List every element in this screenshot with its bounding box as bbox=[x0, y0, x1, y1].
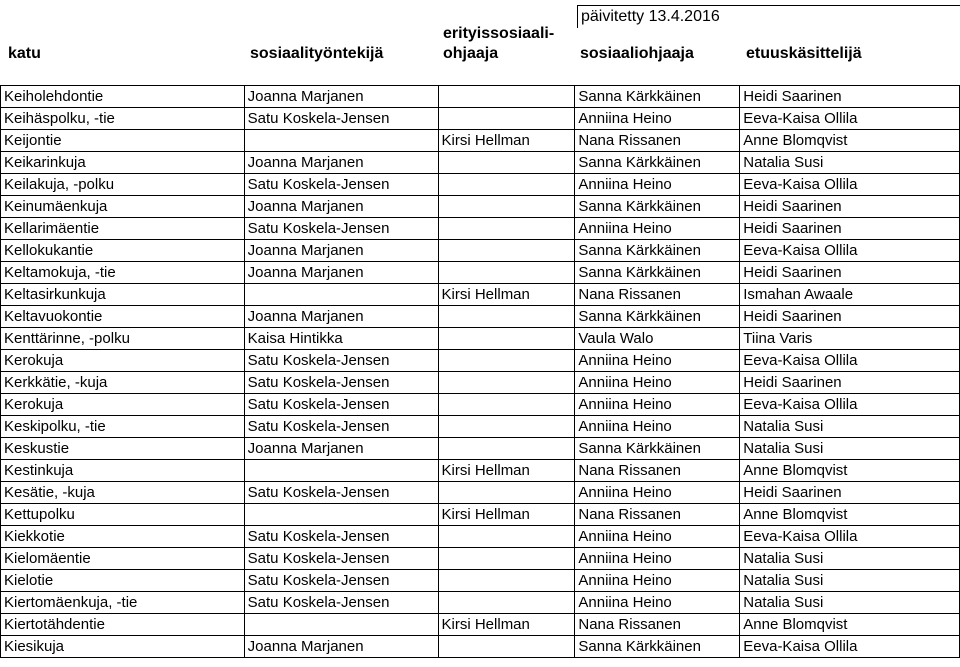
social-advisor-cell: Anniina Heino bbox=[575, 482, 740, 504]
social-worker-cell: Satu Koskela-Jensen bbox=[244, 372, 438, 394]
street-table bbox=[0, 85, 960, 658]
social-worker-cell: Satu Koskela-Jensen bbox=[244, 174, 438, 196]
table-row bbox=[1, 108, 960, 130]
social-worker-cell: Joanna Marjanen bbox=[244, 306, 438, 328]
special-advisor-cell: Kirsi Hellman bbox=[438, 460, 575, 482]
header-etuuskasittelija: etuuskäsittelijä bbox=[746, 45, 862, 62]
social-worker-cell bbox=[244, 284, 438, 306]
street-cell: Kenttärinne, -polku bbox=[1, 328, 245, 350]
table-header bbox=[0, 0, 960, 85]
social-advisor-cell: Anniina Heino bbox=[575, 174, 740, 196]
special-advisor-cell bbox=[438, 372, 575, 394]
social-advisor-cell: Sanna Kärkkäinen bbox=[575, 86, 740, 108]
table-row bbox=[1, 504, 960, 526]
social-advisor-cell: Anniina Heino bbox=[575, 108, 740, 130]
social-advisor-cell: Nana Rissanen bbox=[575, 284, 740, 306]
street-cell: Keiholehdontie bbox=[1, 86, 245, 108]
social-worker-cell: Satu Koskela-Jensen bbox=[244, 350, 438, 372]
social-advisor-cell: Sanna Kärkkäinen bbox=[575, 240, 740, 262]
social-advisor-cell: Sanna Kärkkäinen bbox=[575, 636, 740, 658]
special-advisor-cell bbox=[438, 592, 575, 614]
benefit-handler-cell: Natalia Susi bbox=[740, 592, 960, 614]
table-row bbox=[1, 482, 960, 504]
social-worker-cell: Joanna Marjanen bbox=[244, 196, 438, 218]
social-advisor-cell: Sanna Kärkkäinen bbox=[575, 438, 740, 460]
table-row bbox=[1, 614, 960, 636]
street-cell: Kettupolku bbox=[1, 504, 245, 526]
social-worker-cell: Satu Koskela-Jensen bbox=[244, 548, 438, 570]
social-advisor-cell: Anniina Heino bbox=[575, 218, 740, 240]
street-cell: Kiekkotie bbox=[1, 526, 245, 548]
special-advisor-cell bbox=[438, 108, 575, 130]
table-row bbox=[1, 394, 960, 416]
header-katu: katu bbox=[8, 45, 41, 62]
social-worker-cell: Joanna Marjanen bbox=[244, 240, 438, 262]
table-row bbox=[1, 262, 960, 284]
benefit-handler-cell: Anne Blomqvist bbox=[740, 460, 960, 482]
header-erityissosiaaliohjaaja-line1: erityissosiaali- bbox=[443, 25, 555, 42]
street-cell: Keltavuokontie bbox=[1, 306, 245, 328]
social-worker-cell: Satu Koskela-Jensen bbox=[244, 218, 438, 240]
table-row bbox=[1, 152, 960, 174]
street-cell: Kiesikuja bbox=[1, 636, 245, 658]
special-advisor-cell bbox=[438, 350, 575, 372]
benefit-handler-cell: Eeva-Kaisa Ollila bbox=[740, 174, 960, 196]
special-advisor-cell bbox=[438, 262, 575, 284]
benefit-handler-cell: Heidi Saarinen bbox=[740, 86, 960, 108]
social-worker-cell: Joanna Marjanen bbox=[244, 262, 438, 284]
benefit-handler-cell: Eeva-Kaisa Ollila bbox=[740, 350, 960, 372]
social-advisor-cell: Anniina Heino bbox=[575, 526, 740, 548]
table-row bbox=[1, 416, 960, 438]
table-row bbox=[1, 306, 960, 328]
benefit-handler-cell: Natalia Susi bbox=[740, 416, 960, 438]
table-row bbox=[1, 218, 960, 240]
social-advisor-cell: Nana Rissanen bbox=[575, 504, 740, 526]
social-advisor-cell: Anniina Heino bbox=[575, 394, 740, 416]
header-erityissosiaaliohjaaja-line2: ohjaaja bbox=[443, 45, 499, 62]
benefit-handler-cell: Eeva-Kaisa Ollila bbox=[740, 394, 960, 416]
special-advisor-cell: Kirsi Hellman bbox=[438, 504, 575, 526]
social-worker-cell bbox=[244, 460, 438, 482]
table-row bbox=[1, 284, 960, 306]
special-advisor-cell bbox=[438, 548, 575, 570]
street-cell: Kielomäentie bbox=[1, 548, 245, 570]
street-cell: Kielotie bbox=[1, 570, 245, 592]
street-cell: Keikarinkuja bbox=[1, 152, 245, 174]
social-worker-cell: Satu Koskela-Jensen bbox=[244, 526, 438, 548]
table-row bbox=[1, 570, 960, 592]
benefit-handler-cell: Natalia Susi bbox=[740, 570, 960, 592]
social-advisor-cell: Anniina Heino bbox=[575, 416, 740, 438]
special-advisor-cell bbox=[438, 636, 575, 658]
special-advisor-cell bbox=[438, 526, 575, 548]
street-cell: Kerokuja bbox=[1, 350, 245, 372]
street-cell: Kellarimäentie bbox=[1, 218, 245, 240]
social-advisor-cell: Nana Rissanen bbox=[575, 130, 740, 152]
benefit-handler-cell: Heidi Saarinen bbox=[740, 306, 960, 328]
social-advisor-cell: Anniina Heino bbox=[575, 350, 740, 372]
street-cell: Keinumäenkuja bbox=[1, 196, 245, 218]
street-table-body bbox=[1, 86, 960, 658]
social-worker-cell: Kaisa Hintikka bbox=[244, 328, 438, 350]
social-worker-cell: Satu Koskela-Jensen bbox=[244, 394, 438, 416]
social-worker-cell: Joanna Marjanen bbox=[244, 636, 438, 658]
social-worker-cell bbox=[244, 614, 438, 636]
street-cell: Kestinkuja bbox=[1, 460, 245, 482]
street-cell: Keskustie bbox=[1, 438, 245, 460]
special-advisor-cell bbox=[438, 328, 575, 350]
benefit-handler-cell: Heidi Saarinen bbox=[740, 372, 960, 394]
benefit-handler-cell: Heidi Saarinen bbox=[740, 262, 960, 284]
street-cell: Keltasirkunkuja bbox=[1, 284, 245, 306]
street-cell: Keijontie bbox=[1, 130, 245, 152]
benefit-handler-cell: Natalia Susi bbox=[740, 152, 960, 174]
special-advisor-cell bbox=[438, 438, 575, 460]
street-cell: Kerkkätie, -kuja bbox=[1, 372, 245, 394]
special-advisor-cell bbox=[438, 570, 575, 592]
table-row bbox=[1, 636, 960, 658]
table-row bbox=[1, 548, 960, 570]
street-cell: Kesätie, -kuja bbox=[1, 482, 245, 504]
social-advisor-cell: Anniina Heino bbox=[575, 372, 740, 394]
special-advisor-cell bbox=[438, 174, 575, 196]
table-row bbox=[1, 592, 960, 614]
table-row bbox=[1, 196, 960, 218]
social-worker-cell: Satu Koskela-Jensen bbox=[244, 570, 438, 592]
street-cell: Keskipolku, -tie bbox=[1, 416, 245, 438]
table-row bbox=[1, 174, 960, 196]
social-worker-cell: Satu Koskela-Jensen bbox=[244, 108, 438, 130]
benefit-handler-cell: Tiina Varis bbox=[740, 328, 960, 350]
benefit-handler-cell: Anne Blomqvist bbox=[740, 504, 960, 526]
social-advisor-cell: Anniina Heino bbox=[575, 570, 740, 592]
social-worker-cell: Satu Koskela-Jensen bbox=[244, 482, 438, 504]
benefit-handler-cell: Eeva-Kaisa Ollila bbox=[740, 240, 960, 262]
table-row bbox=[1, 350, 960, 372]
special-advisor-cell: Kirsi Hellman bbox=[438, 130, 575, 152]
special-advisor-cell bbox=[438, 416, 575, 438]
social-advisor-cell: Vaula Walo bbox=[575, 328, 740, 350]
social-advisor-cell: Nana Rissanen bbox=[575, 614, 740, 636]
benefit-handler-cell: Eeva-Kaisa Ollila bbox=[740, 636, 960, 658]
street-cell: Kiertotähdentie bbox=[1, 614, 245, 636]
benefit-handler-cell: Heidi Saarinen bbox=[740, 196, 960, 218]
benefit-handler-cell: Natalia Susi bbox=[740, 438, 960, 460]
benefit-handler-cell: Ismahan Awaale bbox=[740, 284, 960, 306]
street-cell: Keihäspolku, -tie bbox=[1, 108, 245, 130]
benefit-handler-cell: Eeva-Kaisa Ollila bbox=[740, 108, 960, 130]
social-advisor-cell: Sanna Kärkkäinen bbox=[575, 262, 740, 284]
table-row bbox=[1, 372, 960, 394]
special-advisor-cell bbox=[438, 152, 575, 174]
table-row bbox=[1, 240, 960, 262]
social-advisor-cell: Sanna Kärkkäinen bbox=[575, 196, 740, 218]
updated-date: päivitetty 13.4.2016 bbox=[577, 5, 960, 28]
header-sosiaaliohjaaja: sosiaaliohjaaja bbox=[580, 45, 694, 62]
benefit-handler-cell: Natalia Susi bbox=[740, 548, 960, 570]
table-row bbox=[1, 438, 960, 460]
special-advisor-cell bbox=[438, 394, 575, 416]
table-row bbox=[1, 130, 960, 152]
street-cell: Keltamokuja, -tie bbox=[1, 262, 245, 284]
benefit-handler-cell: Heidi Saarinen bbox=[740, 218, 960, 240]
benefit-handler-cell: Eeva-Kaisa Ollila bbox=[740, 526, 960, 548]
social-advisor-cell: Nana Rissanen bbox=[575, 460, 740, 482]
social-worker-cell: Joanna Marjanen bbox=[244, 152, 438, 174]
table-row bbox=[1, 526, 960, 548]
street-cell: Kellokukantie bbox=[1, 240, 245, 262]
table-row bbox=[1, 328, 960, 350]
special-advisor-cell bbox=[438, 240, 575, 262]
special-advisor-cell bbox=[438, 306, 575, 328]
social-advisor-cell: Anniina Heino bbox=[575, 592, 740, 614]
social-worker-cell bbox=[244, 504, 438, 526]
social-advisor-cell: Sanna Kärkkäinen bbox=[575, 152, 740, 174]
social-worker-cell: Satu Koskela-Jensen bbox=[244, 416, 438, 438]
benefit-handler-cell: Anne Blomqvist bbox=[740, 130, 960, 152]
social-worker-cell bbox=[244, 130, 438, 152]
table-row bbox=[1, 460, 960, 482]
special-advisor-cell bbox=[438, 218, 575, 240]
special-advisor-cell: Kirsi Hellman bbox=[438, 284, 575, 306]
benefit-handler-cell: Heidi Saarinen bbox=[740, 482, 960, 504]
social-advisor-cell: Anniina Heino bbox=[575, 548, 740, 570]
street-cell: Kiertomäenkuja, -tie bbox=[1, 592, 245, 614]
special-advisor-cell: Kirsi Hellman bbox=[438, 614, 575, 636]
street-cell: Kerokuja bbox=[1, 394, 245, 416]
table-row bbox=[1, 86, 960, 108]
social-worker-cell: Joanna Marjanen bbox=[244, 86, 438, 108]
street-cell: Keilakuja, -polku bbox=[1, 174, 245, 196]
social-advisor-cell: Sanna Kärkkäinen bbox=[575, 306, 740, 328]
benefit-handler-cell: Anne Blomqvist bbox=[740, 614, 960, 636]
special-advisor-cell bbox=[438, 482, 575, 504]
social-worker-cell: Joanna Marjanen bbox=[244, 438, 438, 460]
special-advisor-cell bbox=[438, 86, 575, 108]
social-worker-cell: Satu Koskela-Jensen bbox=[244, 592, 438, 614]
special-advisor-cell bbox=[438, 196, 575, 218]
header-sosiaalityontekija: sosiaalityöntekijä bbox=[250, 45, 384, 62]
